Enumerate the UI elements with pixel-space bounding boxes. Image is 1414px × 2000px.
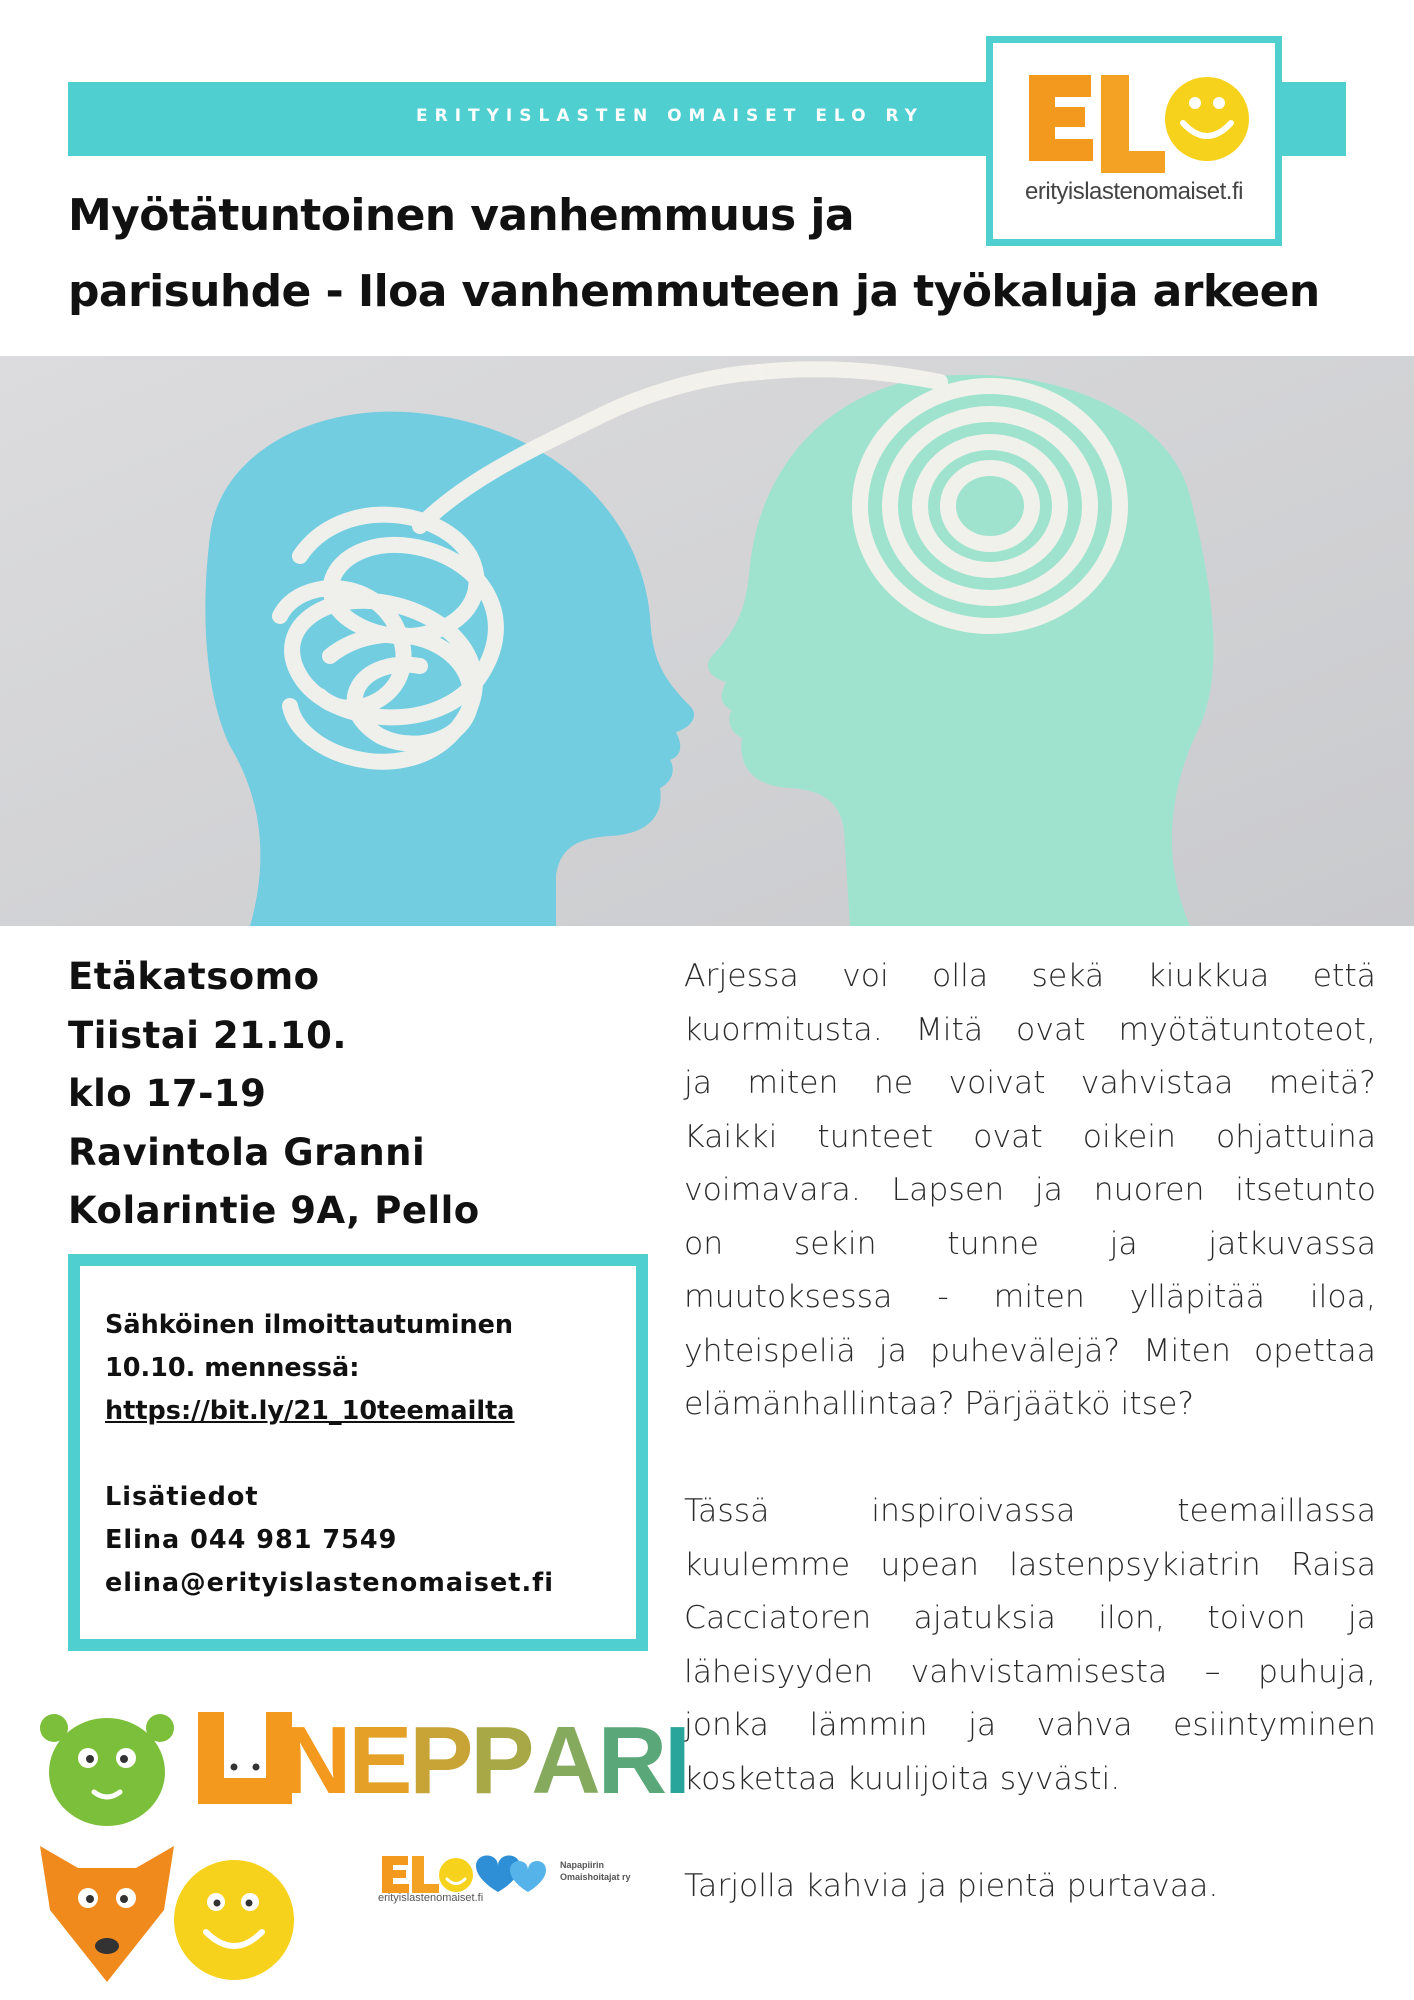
neppari-wordmark [282,1707,688,1814]
text-line: kuulemme upean lastenpsykiatrin Raisa [684,1546,1376,1583]
event-description [684,950,1376,1913]
spacer [684,1806,1376,1860]
bear-mascot-icon [40,1714,174,1826]
registration-deadline: 10.10. mennessä: [105,1353,360,1383]
text-line: jonka lämmin ja vahva esiintyminen [684,1707,1376,1743]
smiley-mascot-icon [174,1860,294,1980]
wordmark-letter: P [470,1707,532,1814]
description-paragraph-3: Tarjolla kahvia ja pientä purtavaa. [684,1867,1219,1904]
napapiiri-hearts-icon [476,1856,546,1893]
elo-small-url: erityislastenomaiset.fi [378,1892,484,1904]
elo-small-logo-icon [382,1856,473,1893]
spacer [684,1432,1376,1486]
elo-logo-mark [1021,61,1249,181]
description-paragraph-1 [684,950,1376,1432]
text-line: Tässä inspiroivassa teemaillassa [684,1493,1376,1529]
registration-box [68,1254,648,1651]
hero-image [0,356,1414,926]
rabbit-mascot-icon [198,1712,292,1804]
wordmark-letter: P [409,1707,471,1814]
two-heads-illustration [0,356,1414,926]
contact-email[interactable]: elina@erityislastenomaiset.fi [105,1568,554,1598]
event-time: klo 17-19 [68,1072,267,1115]
title-line-1: Myötätuntoinen vanhemmuus ja [68,190,854,241]
page-title [68,178,1368,330]
text-line: ja miten ne voivat vahvistaa meitä? [684,1065,1376,1101]
event-location-type: Etäkatsomo [68,955,320,998]
wordmark-letter: E [348,1707,410,1814]
event-address: Kolarintie 9A, Pello [68,1189,480,1232]
more-info-label: Lisätiedot [105,1482,259,1512]
text-line: elämänhallintaa? Pärjäätkö itse? [684,1386,1195,1422]
registration-label: Sähköinen ilmoittautuminen [105,1310,514,1340]
text-line: koskettaa kuulijoita syvästi. [684,1760,1121,1797]
wordmark-letter: R [597,1707,665,1814]
text-line: yhteispeliä ja puhevälejä? Miten opettaa [684,1332,1376,1369]
text-line: Kaikki tunteet ovat oikein ohjattuina [684,1118,1376,1155]
title-line-2: parisuhde - Iloa vanhemmuteen ja työkaluja arkeen [68,266,1320,317]
wordmark-letter: I [664,1707,688,1814]
text-line: läheisyyden vahvistamisesta – puhuja, [684,1653,1376,1690]
fox-mascot-icon [40,1846,174,1982]
description-paragraph-2 [684,1485,1376,1806]
text-line: muutoksessa - miten ylläpitää iloa, [684,1279,1376,1315]
napapiiri-name [560,1859,631,1883]
org-name: ERITYISLASTEN OMAISET ELO RY [416,106,924,126]
napapiiri-line-2: Omaishoitajat ry [560,1872,631,1882]
logo-url: erityislastenomaiset.fi [1025,178,1243,205]
text-line: on sekin tunne ja jatkuvassa [684,1225,1376,1262]
wordmark-letter: A [531,1707,598,1814]
text-line: Cacciatoren ajatuksia ilon, toivon ja [684,1600,1376,1636]
spacer [105,1433,636,1476]
event-date: Tiistai 21.10. [68,1013,347,1057]
text-line: voimavara. Lapsen ja nuoren itsetunto [684,1172,1376,1208]
contact-phone: Elina 044 981 7549 [105,1525,398,1555]
text-line: kuormitusta. Mitä ovat myötätuntoteot, [684,1011,1376,1048]
registration-link[interactable]: https://bit.ly/21_10teemailta [105,1396,515,1426]
event-venue: Ravintola Granni [68,1130,426,1174]
event-details [68,948,628,1241]
wordmark-letter: N [282,1707,349,1814]
text-line: Arjessa voi olla sekä kiukkua että [684,958,1376,994]
napapiiri-line-1: Napapiirin [560,1860,605,1870]
